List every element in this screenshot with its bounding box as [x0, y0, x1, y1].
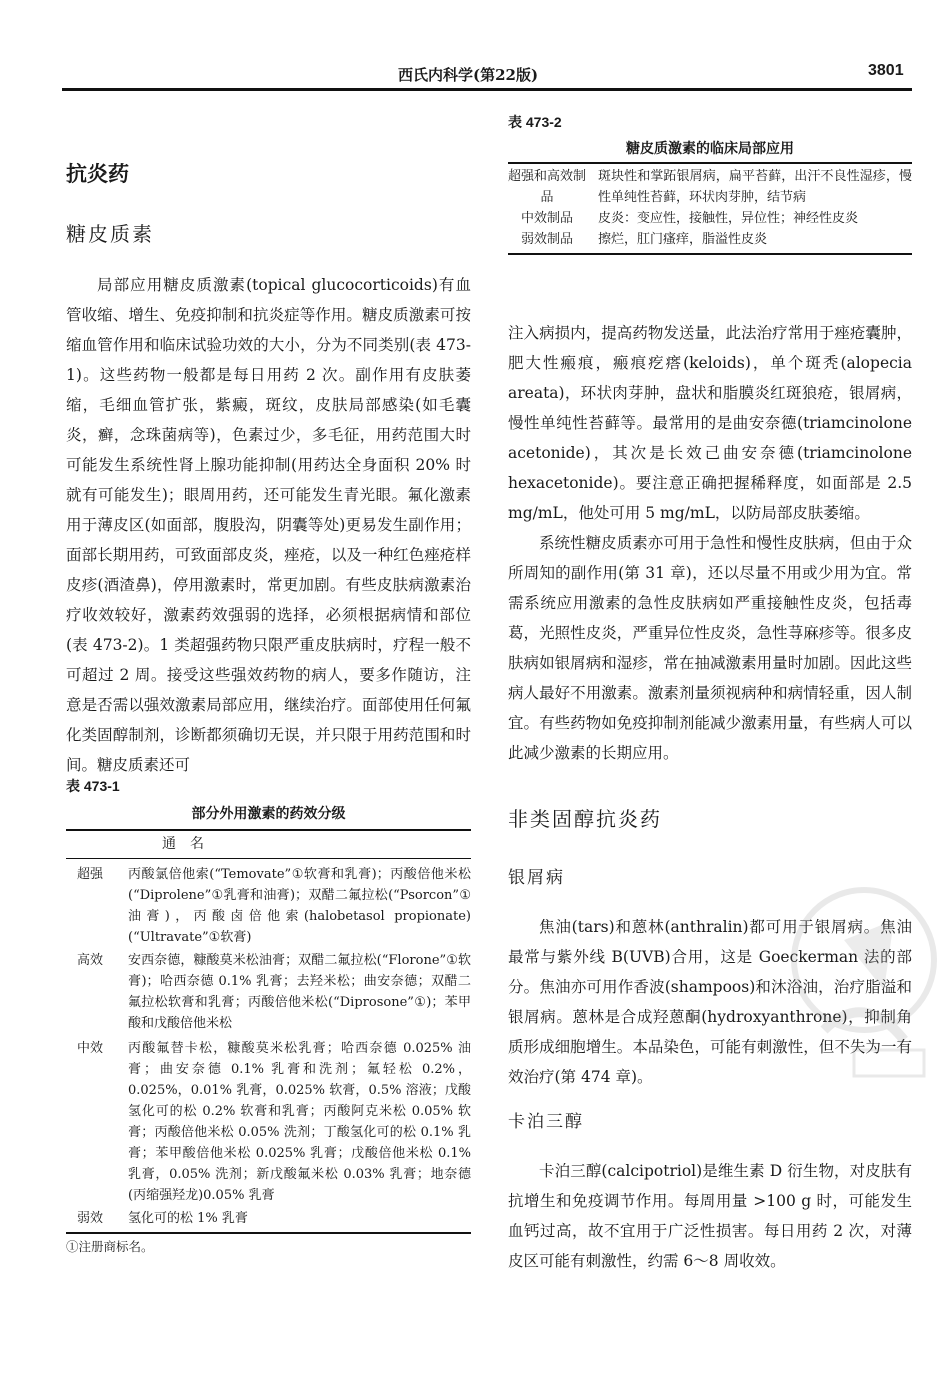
table-row [508, 229, 912, 250]
table-footnote: ①注册商标名。 [66, 1239, 154, 1254]
subsection-title-psoriasis: 银屑病 [508, 868, 565, 888]
paragraph: 焦油(tars)和蒽林(anthralin)都可用于银屑病。焦油最常与紫外线 B(UVB)合用，这是 Goeckerman 法的部分。焦油亦可用作香波(shampoos)和沐浴油，治疗脂溢和银屑病。蒽林是合成羟蒽酮(hydroxyanthrone)，抑制角质形成细胞增生。本品染色，可能有刺激性，但不失为一有效治疗(第 474 章)。 [508, 918, 912, 1086]
table-row [66, 1208, 471, 1229]
table-row [66, 950, 471, 1034]
subsection-title-calcipotriol: 卡泊三醇 [508, 1112, 584, 1132]
table-label: 表 473-2 [508, 114, 562, 130]
subsection-title-glucocorticoids: 糖皮质素 [66, 222, 154, 246]
library-stamp-icon [784, 880, 944, 1090]
table-header-rule [66, 858, 471, 859]
table-cell-names: 丙酸氟替卡松，糠酸莫米松乳膏；哈西奈德 0.025% 油膏；曲安奈德 0.1% 乳膏和洗剂；氟轻松 0.2%，0.025%，0.01% 乳膏，0.025% 软膏，0.5% 溶液；戊酸氢化可的松 0.2% 软膏和乳膏；丙酸阿克米松 0.05% 软膏；丙酸倍他米松 0.05% 洗剂；丁酸氢化可的松 0.1% 乳膏；苯甲酸倍他米松 0.025% 乳膏；戊酸倍他米松 0.1% 乳膏，0.05% 洗剂；新戊酸氟米松 0.03% 乳膏；地奈德(丙缩强羟龙)0.05% 乳膏 [128, 1041, 471, 1203]
table-cell-names: 丙酸氯倍他索(“Temovate”①软膏和乳膏)；丙酸倍他米松(“Diprolene”①乳膏和油膏)；双醋二氟拉松(“Psorcon”①油膏)，丙酸卤倍他索(halobetasol propionate)(“Ultravate”①软膏) [128, 867, 471, 945]
paragraph: 卡泊三醇(calcipotriol)是维生素 D 衍生物，对皮肤有抗增生和免疫调节作用。每周用量 >100 g 时，可能发生血钙过高，故不宜用于广泛性损害。每日用药 2 次，对薄皮区可能有刺激性，约需 6～8 周收效。 [508, 1162, 912, 1270]
section-title-nsaid: 非类固醇抗炎药 [508, 807, 662, 831]
table-cell-names: 氢化可的松 1% 乳膏 [128, 1211, 248, 1226]
table-bottom-rule [66, 1232, 471, 1234]
table-cell-class: 中效 [76, 1041, 103, 1056]
table-top-rule [508, 162, 912, 164]
table-cell-class: 高效 [76, 953, 103, 968]
right-body-calcipotriol [508, 1156, 912, 1276]
table-cell-indications: 擦烂，肛门瘙痒，脂溢性皮炎 [598, 232, 768, 247]
running-header-title: 西氏内科学(第22版) [398, 66, 539, 84]
table-cell-names: 安西奈德，糠酸莫米松油膏；双醋二氟拉松(“Florone”①软膏)；哈西奈德 0.1% 乳膏；去羟米松；曲安奈德；双醋二氟拉松软膏和乳膏；丙酸倍他米松(“Diprosone”①)；苯甲酸和戊酸倍他米松 [128, 953, 471, 1031]
table-473-2 [508, 166, 912, 255]
table-top-rule [66, 829, 471, 831]
table-row [66, 864, 471, 948]
table-bottom-rule [508, 253, 912, 255]
table-cell-category: 弱效制品 [520, 232, 573, 247]
page-number: 3801 [868, 62, 904, 79]
table-row [508, 166, 912, 208]
table-caption: 部分外用激素的药效分级 [191, 806, 346, 822]
table-caption: 糖皮质激素的临床局部应用 [626, 141, 794, 157]
paragraph: 局部应用糖皮质激素(topical glucocorticoids)有血管收缩、增生、免疫抑制和抗炎症等作用。糖皮质激素可按缩血管作用和临床试验功效的大小，分为不同类别(表 473-1)。这些药物一般都是每日用药 2 次。副作用有皮肤萎缩，毛细血管扩张，紫癜，斑纹，皮肤局部感染(如毛囊炎，癣，念珠菌病等)，色素过少，多毛征，用药范围大时可能发生系统性肾上腺功能抑制(用药达全身面积 20% 时就有可能发生)；眼周用药，还可能发生青光眼。氟化激素用于薄皮区(如面部，腹股沟，阴囊等处)更易发生副作用；面部长期用药，可致面部皮炎，痤疮，以及一种红色痤疮样皮疹(酒渣鼻)，停用激素时，常更加剧。有些皮肤病激素治疗收效较好，激素药效强弱的选择，必须根据病情和部位(表 473-2)。1 类超强药物只限严重皮肤病时，疗程一般不可超过 2 周。接受这些强效药物的病人，要多作随访，注意是否需以强效激素局部应用，继续治疗。面部使用任何氟化类固醇制剂，诊断都须确切无误，并只限于用药范围和时间。糖皮质素还可 [66, 276, 471, 774]
right-body-upper [508, 318, 912, 768]
table-header: 通 名 [162, 836, 204, 852]
table-cell-category: 中效制品 [520, 211, 573, 226]
table-row [508, 208, 912, 229]
paragraph: 注入病损内，提高药物发送量，此法治疗常用于痤疮囊肿，肥大性瘢痕，瘢痕疙瘩(keloids)，单个斑秃(alopecia areata)，环状肉芽肿，盘状和脂膜炎红斑狼疮，银屑病，慢性单纯性苔藓等。最常用的是曲安奈德(triamcinolone acetonide)，其次是长效己曲安奈德(triamcinolone hexacetonide)。要注意正确把握稀释度，如面部是 2.5 mg/mL，他处可用 5 mg/mL，以防局部皮肤萎缩。 [508, 324, 912, 522]
section-title-anti-inflammatory: 抗炎药 [66, 162, 129, 186]
table-label: 表 473-1 [66, 778, 120, 794]
table-cell-class: 弱效 [76, 1211, 103, 1226]
table-cell-indications: 斑块性和掌跖银屑病，扁平苔藓，出汗不良性湿疹，慢性单纯性苔藓，环状肉芽肿，结节病 [598, 169, 912, 205]
paragraph: 系统性糖皮质素亦可用于急性和慢性皮肤病，但由于众所周知的副作用(第 31 章)，还以尽量不用或少用为宜。常需系统应用激素的急性皮肤病如严重接触性皮炎，包括毒葛，光照性皮炎，严重异位性皮炎，急性荨麻疹等。很多皮肤病如银屑病和湿疹，常在抽减激素用量时加剧。因此这些病人最好不用激素。激素剂量须视病种和病情轻重，因人制宜。有些药物如免疫抑制剂能减少激素用量，有些病人可以此减少激素的长期应用。 [508, 534, 912, 762]
table-row [66, 1038, 471, 1206]
table-cell-indications: 皮炎：变应性，接触性，异位性；神经性皮炎 [598, 211, 859, 226]
table-cell-category: 超强和高效制品 [508, 169, 587, 205]
header-rule [62, 88, 912, 91]
table-cell-class: 超强 [76, 867, 103, 882]
left-body [66, 270, 471, 780]
table-473-1 [66, 834, 471, 1257]
